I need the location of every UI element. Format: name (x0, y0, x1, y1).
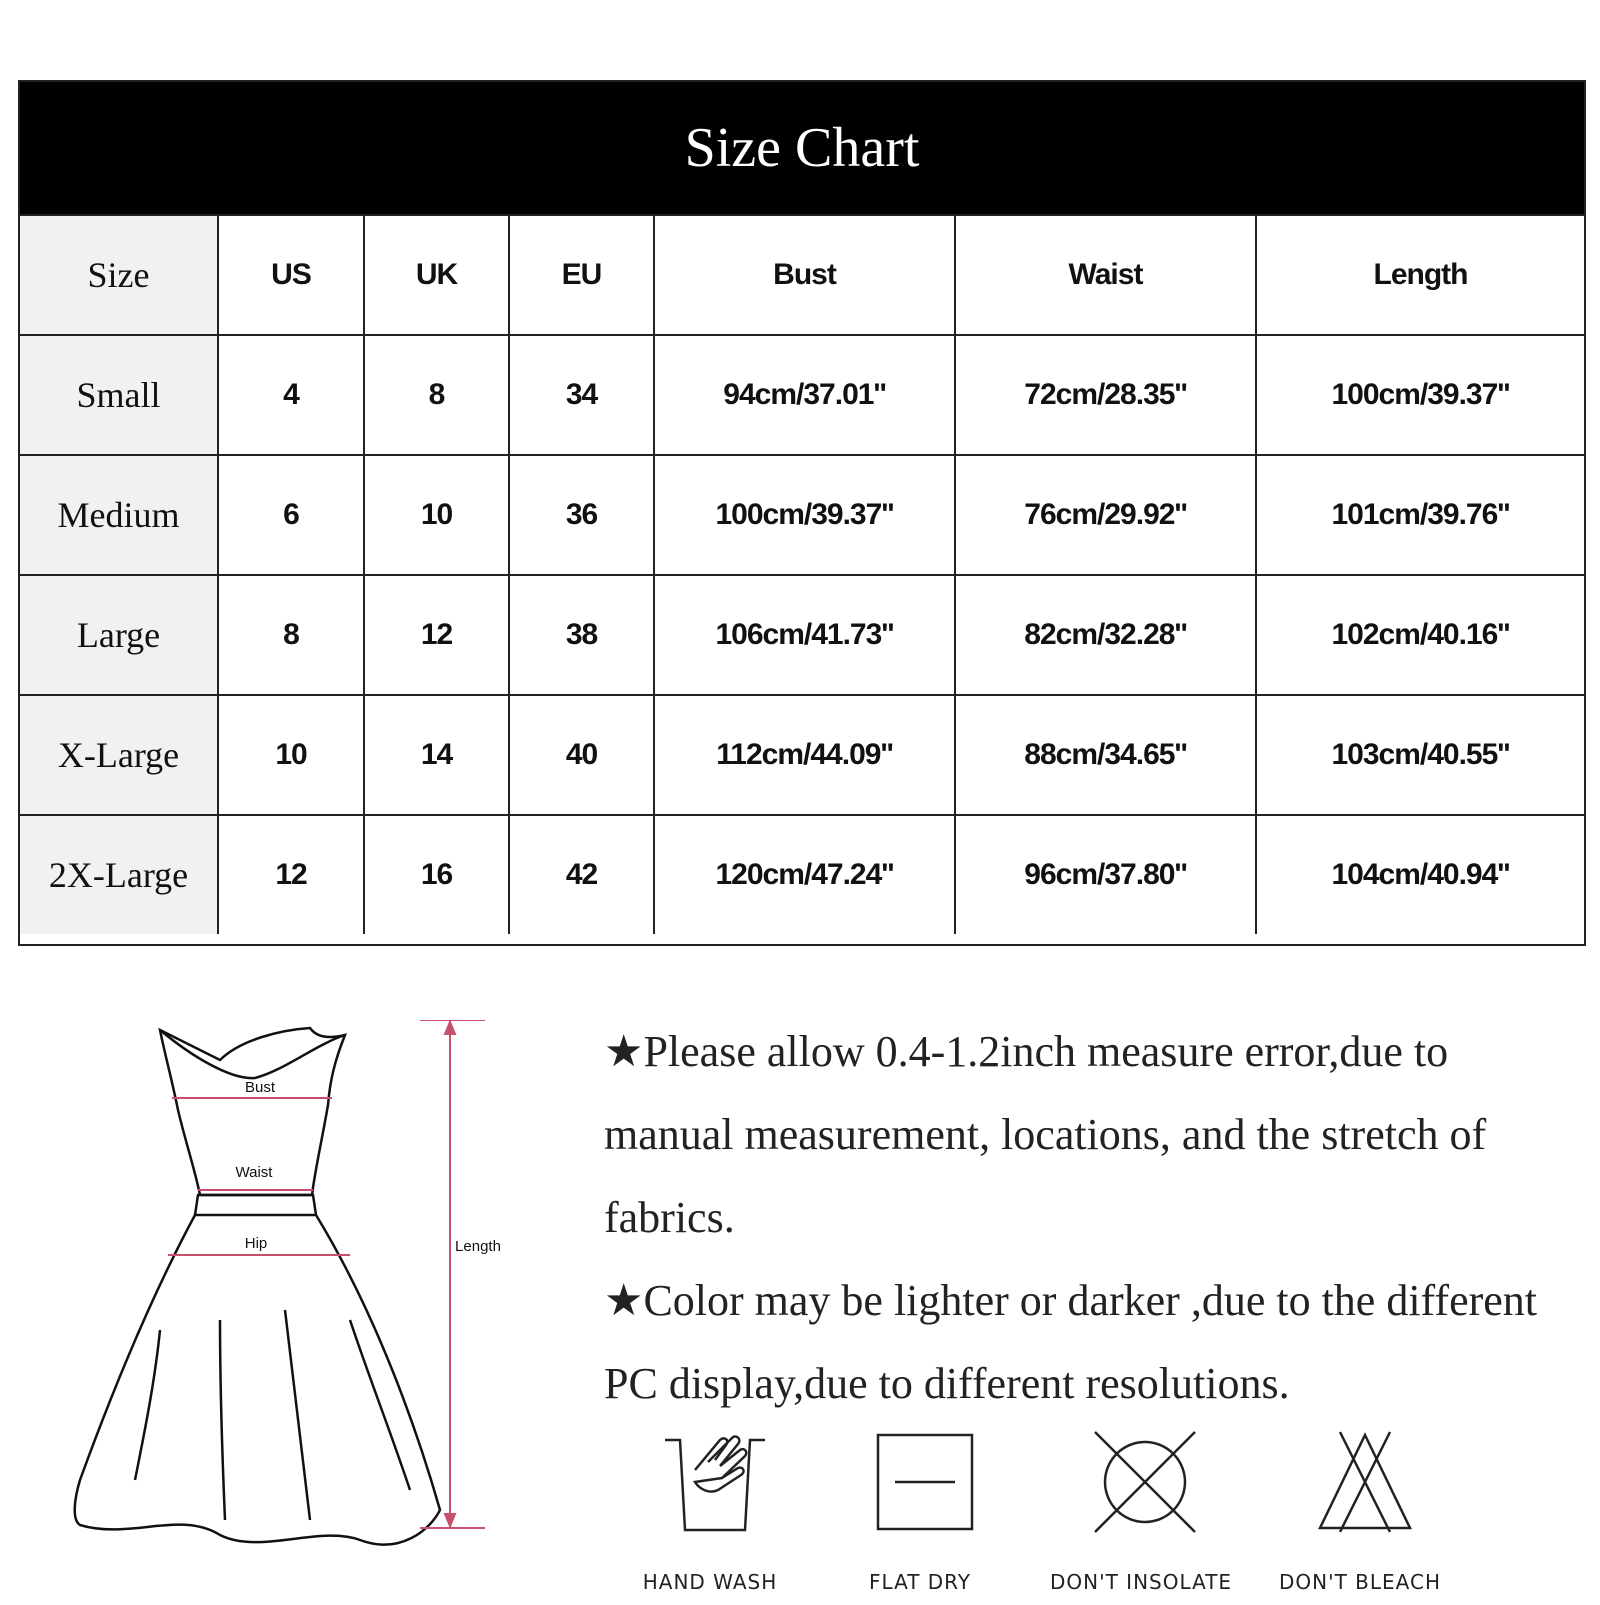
table-cell: 8 (218, 575, 364, 695)
table-cell: 96cm/37.80'' (955, 815, 1256, 934)
dress-outline (75, 1028, 440, 1545)
table-cell: 14 (364, 695, 509, 815)
dont-insolate-icon (1090, 1430, 1200, 1560)
care-instructions (620, 1430, 1580, 1600)
size-cell: 2X-Large (20, 815, 218, 934)
size-cell: Small (20, 335, 218, 455)
header-cell: Length (1256, 215, 1584, 335)
table-cell: 12 (218, 815, 364, 934)
table-cell: 6 (218, 455, 364, 575)
header-cell: EU (509, 215, 654, 335)
table-cell: 40 (509, 695, 654, 815)
table-cell: 16 (364, 815, 509, 934)
table-cell: 112cm/44.09'' (654, 695, 955, 815)
notes (604, 1010, 1564, 1425)
measurement-lines (168, 1020, 485, 1528)
table-cell: 36 (509, 455, 654, 575)
table-cell: 76cm/29.92'' (955, 455, 1256, 575)
flat-dry-icon (870, 1430, 980, 1560)
hand-wash-icon (660, 1430, 770, 1560)
size-cell: Medium (20, 455, 218, 575)
note-measure-error: ★Please allow 0.4-1.2inch measure error,due to manual measurement, locations, and the stretch of fabrics. (604, 1027, 1487, 1242)
table-cell: 106cm/41.73'' (654, 575, 955, 695)
table-row (20, 695, 1584, 815)
header-cell: Waist (955, 215, 1256, 335)
note-color: ★Color may be lighter or darker ,due to the different PC display,due to different resolutions. (604, 1276, 1538, 1408)
dont-bleach-icon (1310, 1430, 1420, 1560)
waist-label: Waist (235, 1164, 273, 1181)
length-label: Length (455, 1238, 501, 1255)
care-item-dont-bleach (1270, 1430, 1450, 1600)
table-cell: 38 (509, 575, 654, 695)
table-cell: 100cm/39.37'' (1256, 335, 1584, 455)
hip-label: Hip (244, 1235, 268, 1252)
care-item-hand-wash (620, 1430, 800, 1600)
care-label: FLAT DRY (868, 1570, 972, 1594)
table-cell: 10 (364, 455, 509, 575)
table-header-row (20, 215, 1584, 335)
table-cell: 4 (218, 335, 364, 455)
table-cell: 10 (218, 695, 364, 815)
header-cell: US (218, 215, 364, 335)
table-cell: 72cm/28.35'' (955, 335, 1256, 455)
care-item-dont-insolate (1050, 1430, 1233, 1600)
dress-illustration (60, 1020, 530, 1600)
arrow-up-icon (445, 1022, 455, 1034)
table-cell: 8 (364, 335, 509, 455)
dress-measurement-diagram (60, 1020, 530, 1600)
size-table (20, 214, 1584, 934)
table-cell: 12 (364, 575, 509, 695)
chart-title: Size Chart (20, 82, 1584, 214)
header-cell: Size (20, 215, 218, 335)
header-cell: UK (364, 215, 509, 335)
table-cell: 82cm/32.28'' (955, 575, 1256, 695)
size-cell: Large (20, 575, 218, 695)
table-cell: 42 (509, 815, 654, 934)
table-cell: 94cm/37.01'' (654, 335, 955, 455)
care-label: DON'T BLEACH (1278, 1570, 1441, 1594)
arrow-down-icon (445, 1514, 455, 1526)
care-label: DON'T INSOLATE (1050, 1570, 1233, 1594)
table-row (20, 455, 1584, 575)
size-cell: X-Large (20, 695, 218, 815)
table-cell: 103cm/40.55'' (1256, 695, 1584, 815)
care-label: HAND WASH (642, 1570, 778, 1594)
table-cell: 101cm/39.76'' (1256, 455, 1584, 575)
table-row (20, 335, 1584, 455)
care-item-flat-dry (830, 1430, 1010, 1600)
size-chart (18, 80, 1586, 946)
table-cell: 104cm/40.94'' (1256, 815, 1584, 934)
table-cell: 102cm/40.16'' (1256, 575, 1584, 695)
table-cell: 120cm/47.24'' (654, 815, 955, 934)
table-cell: 100cm/39.37'' (654, 455, 955, 575)
table-row (20, 815, 1584, 934)
table-row (20, 575, 1584, 695)
bust-label: Bust (244, 1079, 276, 1096)
header-cell: Bust (654, 215, 955, 335)
table-cell: 88cm/34.65'' (955, 695, 1256, 815)
table-cell: 34 (509, 335, 654, 455)
